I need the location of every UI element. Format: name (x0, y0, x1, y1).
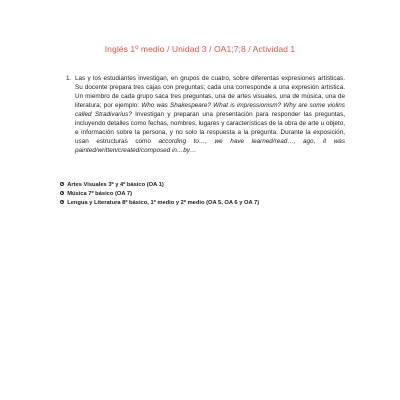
oa-connections-list (60, 181, 350, 208)
oa-item (60, 181, 350, 190)
example-structures: according to…, we have learned/read…, ago, it was painted/written/created/composed in…by… (75, 138, 345, 155)
activity-text-part: Las y los estudiantes investigan, en grupos de cuatro, sobre diferentas expresiones artísticas. Su docente prepara tres cajas con preguntas; cada una corresponde a una expresión artística. Un miembro de cada grupo saca tres preguntas, una de artes visuales, una de música, una de literatura; por ejemplo: (75, 75, 345, 110)
activity-item (60, 74, 345, 155)
oa-item-label: Lengua y Literatura 8º básico, 1º medio y 2º medio (OA 5, OA 6 y OA 7) (67, 200, 260, 206)
activity-text-part: Investigan y preparan una presentación para responder las preguntas, incluyendo detalles como fechas, nombres, lugares y características de la obra de arte u objeto, e información sobre la persona, y no solo la respuesta a la pregunta. Durante la exposición, usan estructuras como (75, 111, 346, 146)
page-title: Inglés 1º medio / Unidad 3 / OA1;7;8 / Actividad 1 (104, 44, 296, 54)
oa-item-label: Música 7º básico (OA 7) (67, 191, 133, 197)
circle-bullet-icon (60, 191, 64, 195)
circle-bullet-icon (60, 182, 64, 186)
example-questions: Who was Shakespeare? What is impressionism? Why are some violins called Stradivarius? (75, 102, 345, 119)
activity-description (60, 74, 345, 155)
oa-item (60, 190, 350, 199)
circle-bullet-icon (60, 200, 64, 204)
activity-text (75, 75, 345, 154)
item-number: 1. (66, 75, 72, 82)
oa-item-label: Artes Visuales 3º y 4º básico (OA 1) (67, 182, 164, 188)
oa-item (60, 199, 350, 208)
